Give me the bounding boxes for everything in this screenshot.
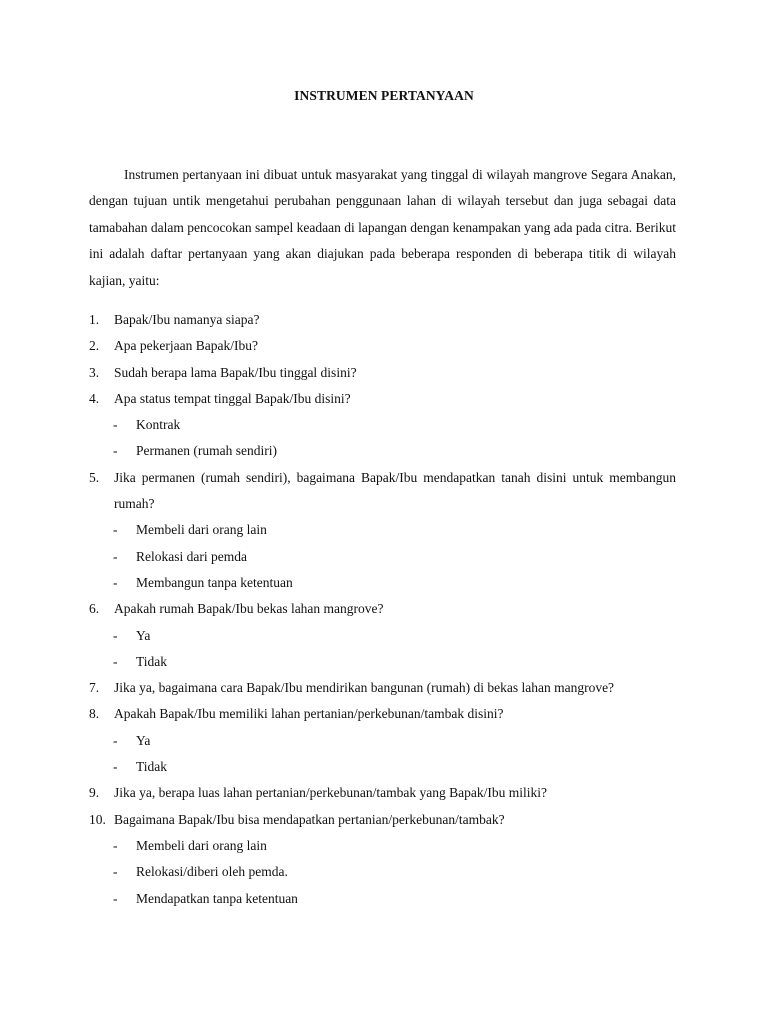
intro-paragraph: Instrumen pertanyaan ini dibuat untuk masyarakat yang tinggal di wilayah mangrove Segara Anakan, dengan tujuan untik mengetahui perubahan penggunaan lahan di wilayah tersebut dan juga sebagai data tamabahan dalam pencocokan sampel keadaan di lapangan dengan kenampakan yang ada pada citra. Berikut ini adalah daftar pertanyaan yang akan diajukan pada beberapa responden di beberapa titik di wilayah kajian, yaitu: bbox=[89, 167, 676, 288]
question-text: Sudah berapa lama Bapak/Ibu tinggal disini? bbox=[114, 364, 357, 380]
option-text: Mendapatkan tanpa ketentuan bbox=[136, 890, 298, 906]
option-dash: - bbox=[113, 653, 118, 669]
answer-option bbox=[89, 412, 676, 438]
option-dash: - bbox=[113, 732, 118, 748]
question-number: 1. bbox=[89, 312, 100, 327]
question-item bbox=[89, 333, 676, 359]
option-text: Membangun tanpa ketentuan bbox=[136, 574, 293, 590]
question-text: Apakah Bapak/Ibu memiliki lahan pertanian/perkebunan/tambak disini? bbox=[114, 706, 504, 722]
option-dash: - bbox=[113, 443, 118, 459]
option-dash: - bbox=[113, 864, 118, 880]
question-item bbox=[89, 360, 676, 386]
option-dash: - bbox=[113, 627, 118, 643]
question-text: Apa pekerjaan Bapak/Ibu? bbox=[114, 338, 258, 354]
question-item bbox=[89, 675, 676, 701]
question-number: 10. bbox=[89, 811, 106, 827]
answer-option bbox=[89, 833, 676, 859]
option-text: Tidak bbox=[136, 759, 168, 775]
answer-option bbox=[89, 438, 676, 464]
option-text: Ya bbox=[136, 627, 151, 643]
answer-option bbox=[89, 886, 676, 912]
option-text: Permanen (rumah sendiri) bbox=[136, 443, 277, 459]
option-dash: - bbox=[113, 417, 118, 433]
option-dash: - bbox=[113, 548, 118, 564]
question-list bbox=[89, 307, 676, 912]
answer-option bbox=[89, 570, 676, 596]
question-number: 2. bbox=[89, 338, 100, 354]
answer-option bbox=[89, 623, 676, 649]
answer-option bbox=[89, 544, 676, 570]
question-number: 9. bbox=[89, 785, 100, 801]
question-text: Bagaimana Bapak/Ibu bisa mendapatkan pertanian/perkebunan/tambak? bbox=[114, 811, 505, 827]
answer-option bbox=[89, 728, 676, 754]
option-text: Membeli dari orang lain bbox=[136, 837, 267, 853]
option-text: Relokasi dari pemda bbox=[136, 548, 247, 564]
question-text: Jika ya, bagaimana cara Bapak/Ibu mendirikan bangunan (rumah) di bekas lahan mangrove? bbox=[114, 680, 615, 696]
option-dash: - bbox=[113, 890, 118, 906]
question-item bbox=[89, 780, 676, 806]
option-text: Relokasi/diberi oleh pemda. bbox=[136, 864, 288, 880]
question-number: 4. bbox=[89, 390, 100, 406]
document-title: INSTRUMEN PERTANYAAN bbox=[294, 88, 474, 103]
question-number: 3. bbox=[89, 364, 100, 380]
question-item bbox=[89, 596, 676, 622]
question-number: 6. bbox=[89, 601, 100, 617]
option-text: Membeli dari orang lain bbox=[136, 522, 267, 538]
question-text: Bapak/Ibu namanya siapa? bbox=[114, 312, 260, 327]
question-number: 8. bbox=[89, 706, 100, 722]
question-item bbox=[89, 465, 676, 518]
answer-option bbox=[89, 649, 676, 675]
question-item bbox=[89, 307, 676, 333]
option-text: Ya bbox=[136, 732, 151, 748]
answer-option bbox=[89, 859, 676, 885]
option-dash: - bbox=[113, 574, 118, 590]
option-dash: - bbox=[113, 837, 118, 853]
question-text: Jika ya, berapa luas lahan pertanian/perkebunan/tambak yang Bapak/Ibu miliki? bbox=[114, 785, 547, 801]
question-text: Jika permanen (rumah sendiri), bagaimana Bapak/Ibu mendapatkan tanah disini untuk membangun rumah? bbox=[114, 469, 676, 512]
option-dash: - bbox=[113, 522, 118, 538]
option-text: Tidak bbox=[136, 653, 168, 669]
question-number: 7. bbox=[89, 680, 100, 696]
question-item bbox=[89, 807, 676, 833]
question-text: Apakah rumah Bapak/Ibu bekas lahan mangrove? bbox=[114, 601, 384, 617]
question-item bbox=[89, 701, 676, 727]
question-text: Apa status tempat tinggal Bapak/Ibu disini? bbox=[114, 390, 351, 406]
answer-option bbox=[89, 754, 676, 780]
answer-option bbox=[89, 517, 676, 543]
question-item bbox=[89, 386, 676, 412]
option-dash: - bbox=[113, 759, 118, 775]
option-text: Kontrak bbox=[136, 417, 181, 433]
question-number: 5. bbox=[89, 469, 100, 485]
